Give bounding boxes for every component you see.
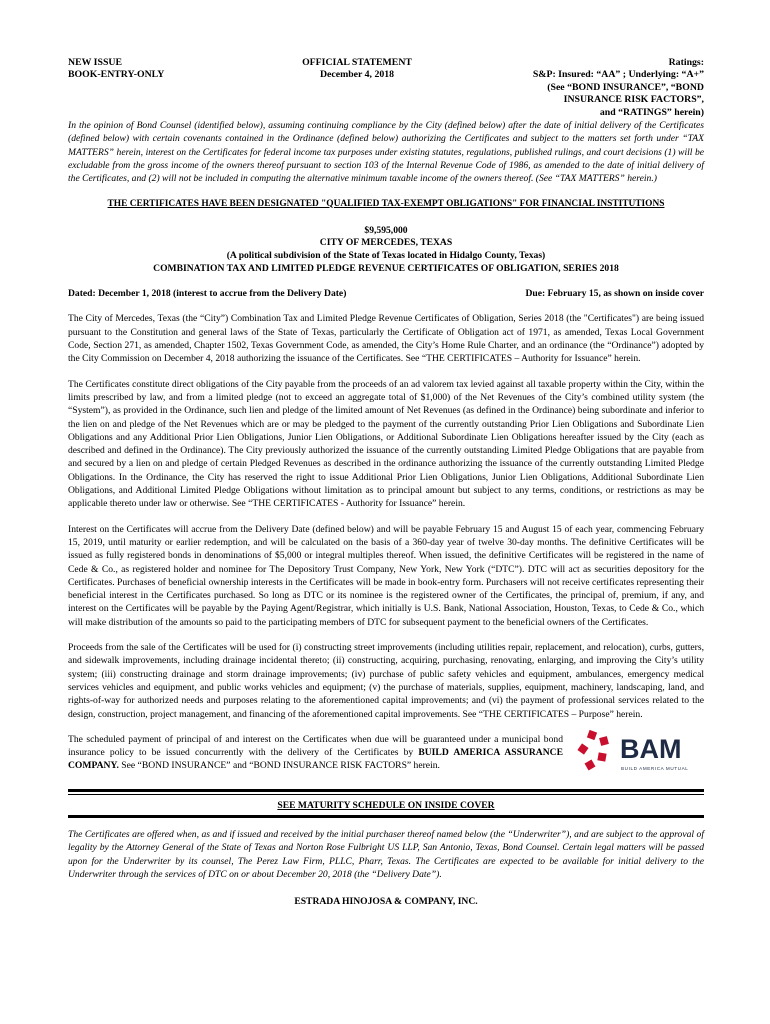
bam-star-icon bbox=[577, 730, 608, 771]
paragraph-authority: The City of Mercedes, Texas (the “City”) Combination Tax and Limited Pledge Revenue Certificates of Obligation, Series 2018 (the "Certificates") are being issued pursuant to the Constitution and general laws of the State of Texas, particularly the Certificate of Obligation act of 1971, as amended, Texas Local Government Code, Section 271, as amended, Chapter 1502, Texas Government Code, as amended, the City’s Home Rule Charter, and an ordinance (the “Ordinance”) adopted by the City Commission on December 4, 2018 authorizing the issuance of the Certificates. See “THE CERTIFICATES – Authority for Issuance” herein. bbox=[68, 313, 704, 365]
header-center bbox=[257, 57, 457, 119]
maturity-schedule-notice: SEE MATURITY SCHEDULE ON INSIDE COVER bbox=[277, 799, 495, 811]
paragraph-interest: Interest on the Certificates will accrue from the Delivery Date (defined below) and will be payable February 15 and August 15 of each year, commencing February 15, 2019, until maturity or earlier redemption, and will be calculated on the basis of a 360-day year of twelve 30-day months. The definitive Certificates will be issued as fully registered bonds in denominations of $5,000 or integral multiples thereof. When issued, the definitive Certificates will be registered in the name of Cede & Co., as registered holder and nominee for The Depository Trust Company, New York, New York (“DTC”). DTC will act as securities depository for the Certificates. Purchases of beneficial ownership interests in the Certificates will be made in book-entry form. Purchasers will not receive certificates representing their beneficial interest in the Certificates purchased. So long as DTC or its nominee is the registered owner of the Certificates, the principal of, premium, if any, and interest on the Certificates will be payable by the Paying Agent/Registrar, which initially is U.S. Bank, National Association, Houston, Texas, to Cede & Co., which will make distribution of the amounts so paid to the participating members of DTC for subsequent payment to the beneficial owners of the Certificates. bbox=[68, 523, 704, 628]
paragraph-security: The Certificates constitute direct obligations of the City payable from the proceeds of an ad valorem tax levied against all taxable property within the City, within the limits prescribed by law, and from a limited pledge (not to exceed an aggregate total of $1,000) of the Net Revenues of the City’s combined utility system (the “System”), as provided in the Ordinance, such lien and pledge of the limited amount of Net Revenues (as defined in the Ordinance) being subordinate and inferior to the lien on and pledge of the Net Revenues which are or may be pledged to the payment of the currently outstanding Prior Lien Obligations and Subordinate Lien Obligations and any Additional Prior Lien Obligations, Junior Lien Obligations, or Additional Subordinate Lien Obligations hereafter issued by the City (each as described and defined in the Ordinance). The City previously authorized the issuance of the currently outstanding Limited Pledge Obligations that are payable from and secured by a lien on and pledge of certain Pledged Revenues as described in the ordinance authorizing the issuance of the currently outstanding Limited Pledge Obligations. In the Ordinance, the City has reserved the right to issue Additional Prior Lien Obligations, Junior Lien Obligations, Additional Subordinate Lien Obligations, and Additional Limited Pledge Obligations without limitation as to principal amount but subject to any terms, conditions, or restrictions as may be applicable thereto under law or otherwise. See “THE CERTIFICATES - Authority for Issuance” herein. bbox=[68, 378, 704, 510]
dated-due-line bbox=[68, 287, 704, 300]
title-block bbox=[68, 225, 704, 275]
divider-top-thick bbox=[68, 789, 704, 792]
insurance-section bbox=[68, 733, 704, 781]
offering-terms: The Certificates are offered when, as and if issued and received by the initial purchaser thereof named below (the “Underwriter”), and are subject to the approval of legality by the Attorney General of the State of Texas and Norton Rose Fulbright US LLP, San Antonio, Texas, Bond Counsel. Certain legal matters will be passed upon for the Underwriter by its counsel, The Perez Law Firm, PLLC, Pharr, Texas. The Certificates are expected to be available for initial delivery to the Underwriter through the services of DTC on or about December 20, 2018 (the “Delivery Date”). bbox=[68, 829, 704, 880]
principal-amount: $9,595,000 bbox=[364, 224, 408, 236]
insurance-text-before: The scheduled payment of principal of and interest on the Certificates when due will be guaranteed under a municipal bond insurance policy to be issued concurrently with the delivery of the Certificates by bbox=[68, 733, 563, 759]
paragraph-proceeds: Proceeds from the sale of the Certificates will be used for (i) constructing street improvements (including utilities repair, replacement, and relocation), curbs, gutters, and sidewalk improvements, including drainage incidental thereto; (ii) constructing, acquiring, purchasing, renovating, enlarging, and improving the City’s utility system; (iii) constructing drainage and storm drainage improvements; (iv) purchase of public safety vehicles and equipment, ambulances, emergency medical services vehicles and equipment, and public works vehicles and equipment; (v) the purchase of materials, supplies, equipment, machinery, landscaping, land, and rights-of-way for authorized needs and purposes relating to the aforementioned capital improvements; and (vi) the payment of professional services related to the design, construction, project management, and financing of the aforementioned capital improvements. See “THE CERTIFICATES – Purpose” herein. bbox=[68, 642, 704, 720]
official-statement-page bbox=[68, 57, 704, 909]
issuer-name: CITY OF MERCEDES, TEXAS bbox=[319, 237, 453, 249]
insurer-name: BUILD AMERICA ASSURANCE COMPANY. bbox=[68, 747, 563, 772]
bam-wordmark: BAM bbox=[620, 733, 682, 764]
qualified-designation: THE CERTIFICATES HAVE BEEN DESIGNATED "QUALIFIED TAX-EXEMPT OBLIGATIONS" FOR FINANCIAL INSTITUTIONS bbox=[107, 198, 665, 209]
new-issue-label: NEW ISSUE bbox=[68, 57, 122, 68]
ratings-see-2: INSURANCE RISK FACTORS”, bbox=[563, 94, 704, 106]
ratings-see-3: and “RATINGS” herein) bbox=[599, 106, 704, 118]
bam-tagline: BUILD AMERICA MUTUAL bbox=[621, 765, 689, 771]
underwriter-name: ESTRADA HINOJOSA & COMPANY, INC. bbox=[294, 896, 478, 908]
series-title: COMBINATION TAX AND LIMITED PLEDGE REVENUE CERTIFICATES OF OBLIGATION, SERIES 2018 bbox=[153, 262, 619, 274]
book-entry-label: BOOK-ENTRY-ONLY bbox=[68, 69, 165, 81]
issuer-subdivision: (A political subdivision of the State of Texas located in Hidalgo County, Texas) bbox=[226, 250, 546, 261]
dated-text: Dated: December 1, 2018 (interest to accrue from the Delivery Date) bbox=[68, 288, 347, 300]
ratings-sp: S&P: Insured: “AA” ; Underlying: “A+” bbox=[532, 69, 704, 81]
header bbox=[68, 57, 704, 119]
statement-title: OFFICIAL STATEMENT bbox=[302, 57, 412, 68]
bam-logo bbox=[576, 727, 704, 775]
header-ratings bbox=[474, 57, 704, 119]
divider-bottom bbox=[68, 815, 704, 818]
bond-counsel-opinion: In the opinion of Bond Counsel (identified below), assuming continuing compliance by the City (defined below) after the date of initial delivery of the Certificates (defined below) with certain covenants contained in the Ordinance (defined below) authorizing the Certificates and subject to the matters set forth under “TAX MATTERS” herein, interest on the Certificates for federal income tax purposes under existing statutes, regulations, published rulings, and court decisions (1) will be excludable from the gross income of the owners thereof pursuant to section 103 of the Internal Revenue Code of 1986, as amended to the date of initial delivery of the Certificates, and (2) will not be included in computing the alternative minimum taxable income of the owners thereof. (See “TAX MATTERS” herein.) bbox=[68, 120, 704, 185]
bam-logo-graphic bbox=[576, 727, 704, 775]
ratings-label: Ratings: bbox=[668, 57, 704, 68]
ratings-see-1: (See “BOND INSURANCE”, “BOND bbox=[547, 81, 704, 93]
insurance-text-after: See “BOND INSURANCE” and “BOND INSURANCE RISK FACTORS” herein. bbox=[118, 760, 440, 772]
statement-date: December 4, 2018 bbox=[319, 69, 395, 81]
insurance-paragraph bbox=[68, 733, 563, 781]
header-left bbox=[68, 57, 268, 119]
due-text: Due: February 15, as shown on inside cover bbox=[525, 288, 704, 300]
